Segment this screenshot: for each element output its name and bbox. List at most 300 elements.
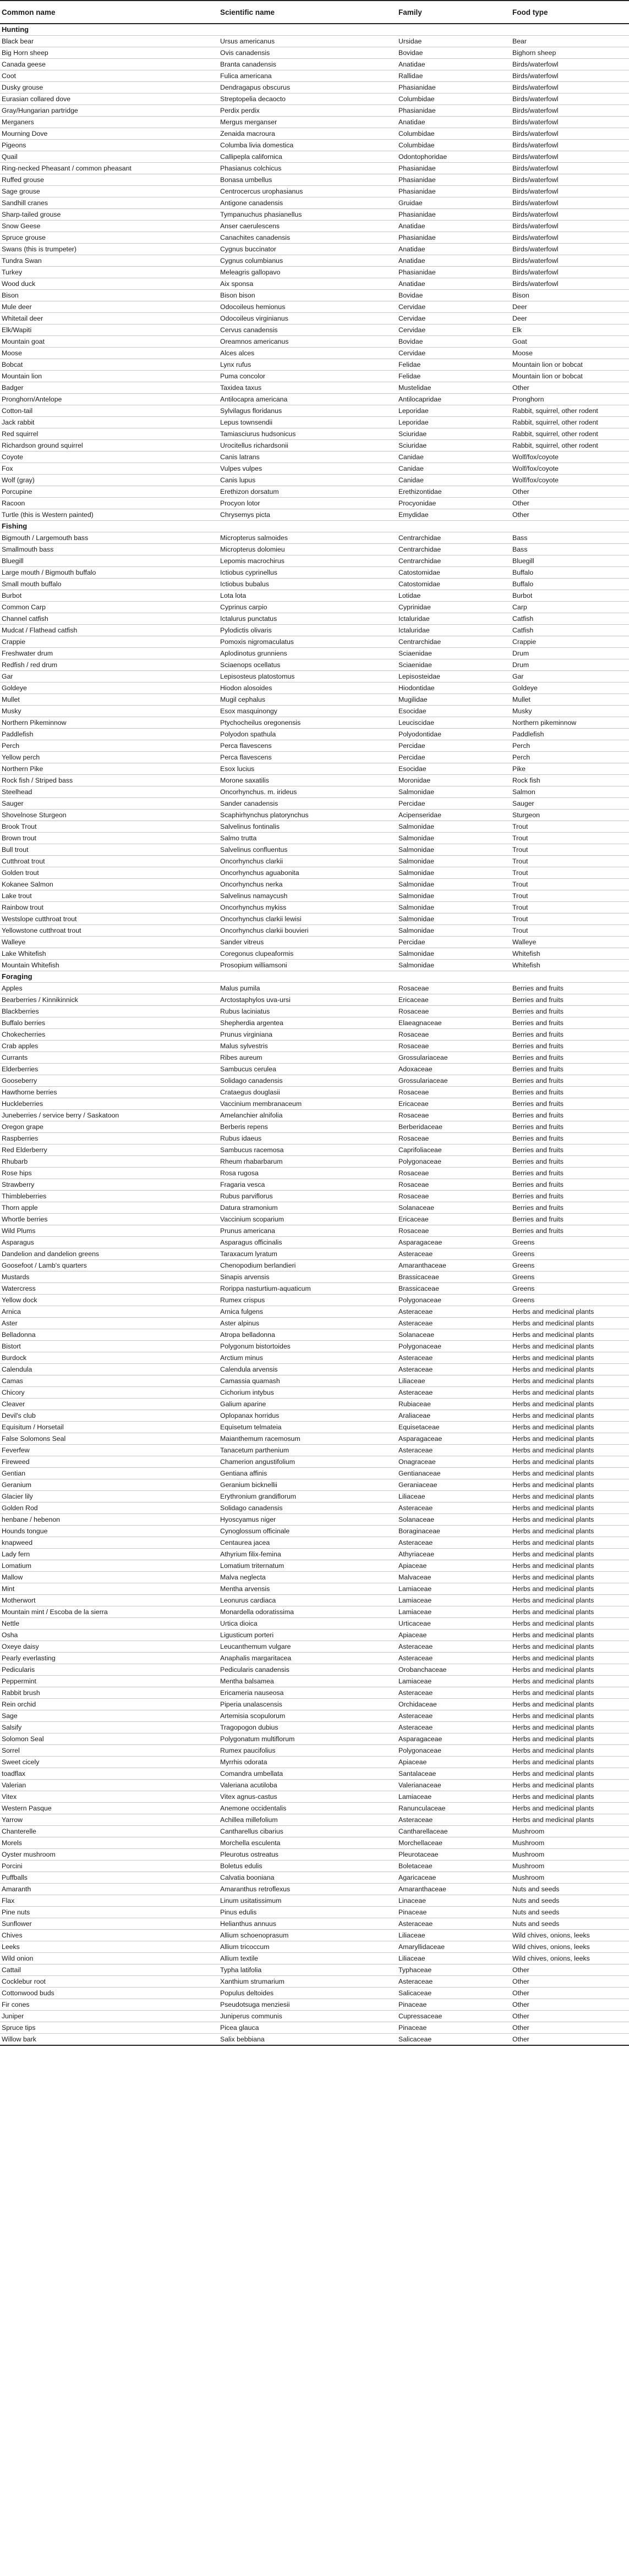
table-row	[0, 1491, 629, 1502]
cell-food-type: Other	[511, 382, 629, 394]
cell-scientific-name: Urtica dioica	[218, 1618, 397, 1630]
cell-scientific-name: Streptopelia decaocto	[218, 93, 397, 105]
cell-family: Asparagaceae	[397, 1733, 511, 1745]
cell-common-name: Red Elderberry	[0, 1144, 218, 1156]
cell-food-type: Berries and fruits	[511, 1214, 629, 1225]
cell-food-type: Greens	[511, 1283, 629, 1295]
cell-common-name: Aster	[0, 1318, 218, 1329]
cell-scientific-name: Mugil cephalus	[218, 694, 397, 706]
cell-food-type: Trout	[511, 902, 629, 913]
table-row	[0, 798, 629, 810]
table-row	[0, 1248, 629, 1260]
cell-food-type: Herbs and medicinal plants	[511, 1422, 629, 1433]
cell-food-type: Goldeye	[511, 682, 629, 694]
cell-family: Leporidae	[397, 417, 511, 428]
table-row	[0, 1549, 629, 1560]
cell-food-type: Goat	[511, 336, 629, 348]
cell-family: Lotidae	[397, 590, 511, 602]
cell-food-type: Herbs and medicinal plants	[511, 1606, 629, 1618]
cell-common-name: Apples	[0, 983, 218, 994]
table-row	[0, 1826, 629, 1837]
cell-scientific-name: Prunus americana	[218, 1225, 397, 1237]
cell-family: Salmonidae	[397, 833, 511, 844]
cell-family: Asteraceae	[397, 1710, 511, 1722]
cell-common-name: Cutthroat trout	[0, 856, 218, 867]
cell-common-name: Crab apples	[0, 1041, 218, 1052]
table-row	[0, 1168, 629, 1179]
cell-family: Liliaceae	[397, 1930, 511, 1941]
table-row	[0, 1156, 629, 1168]
cell-family: Asteraceae	[397, 1687, 511, 1699]
cell-scientific-name: Tamiasciurus hudsonicus	[218, 428, 397, 440]
cell-family: Apiaceae	[397, 1630, 511, 1641]
table-row	[0, 1399, 629, 1410]
table-row	[0, 1410, 629, 1422]
cell-common-name: Watercress	[0, 1283, 218, 1295]
cell-scientific-name: Pylodictis olivaris	[218, 625, 397, 636]
cell-family: Solanaceae	[397, 1514, 511, 1526]
table-row	[0, 255, 629, 267]
cell-common-name: Yellowstone cutthroat trout	[0, 925, 218, 937]
table-row	[0, 70, 629, 82]
cell-common-name: Wild onion	[0, 1953, 218, 1964]
cell-food-type: Perch	[511, 752, 629, 763]
cell-family: Rubiaceae	[397, 1399, 511, 1410]
cell-scientific-name: Columba livia domestica	[218, 140, 397, 151]
cell-family: Procyonidae	[397, 498, 511, 509]
cell-family: Asteraceae	[397, 1387, 511, 1399]
cell-food-type: Bighorn sheep	[511, 47, 629, 59]
cell-common-name: Burdock	[0, 1352, 218, 1364]
cell-common-name: Spruce tips	[0, 2022, 218, 2034]
cell-food-type: Birds/waterfowl	[511, 278, 629, 290]
cell-family: Sciuridae	[397, 440, 511, 452]
cell-scientific-name: Vitex agnus-castus	[218, 1791, 397, 1803]
cell-scientific-name: Scaphirhynchus platorynchus	[218, 810, 397, 821]
cell-scientific-name: Odocoileus hemionus	[218, 301, 397, 313]
cell-family: Lepisosteidae	[397, 671, 511, 682]
cell-food-type: Herbs and medicinal plants	[511, 1803, 629, 1814]
cell-scientific-name: Typha latifolia	[218, 1964, 397, 1976]
cell-family: Salmonidae	[397, 890, 511, 902]
cell-common-name: Ruffed grouse	[0, 174, 218, 186]
cell-common-name: Lake Whitefish	[0, 948, 218, 960]
cell-scientific-name: Lomatium triternatum	[218, 1560, 397, 1572]
table-row	[0, 1029, 629, 1041]
cell-scientific-name: Procyon lotor	[218, 498, 397, 509]
cell-food-type: Herbs and medicinal plants	[511, 1399, 629, 1410]
cell-family: Ranunculaceae	[397, 1803, 511, 1814]
cell-common-name: Swans (this is trumpeter)	[0, 244, 218, 255]
cell-common-name: Perch	[0, 740, 218, 752]
cell-food-type: Walleye	[511, 937, 629, 948]
cell-common-name: Belladonna	[0, 1329, 218, 1341]
cell-common-name: Sage	[0, 1710, 218, 1722]
cell-scientific-name: Antilocapra americana	[218, 394, 397, 405]
cell-food-type: Birds/waterfowl	[511, 244, 629, 255]
cell-common-name: Sage grouse	[0, 186, 218, 197]
cell-family: Asteraceae	[397, 1814, 511, 1826]
table-row	[0, 1595, 629, 1606]
table-row	[0, 902, 629, 913]
cell-common-name: Buffalo berries	[0, 1017, 218, 1029]
table-row	[0, 1583, 629, 1595]
cell-food-type: Berries and fruits	[511, 1144, 629, 1156]
cell-family: Centrarchidae	[397, 544, 511, 555]
cell-scientific-name: Cynoglossum officinale	[218, 1526, 397, 1537]
table-row	[0, 1191, 629, 1202]
cell-food-type: Greens	[511, 1248, 629, 1260]
cell-common-name: Flax	[0, 1895, 218, 1907]
cell-family: Emydidae	[397, 509, 511, 521]
table-row	[0, 775, 629, 786]
cell-scientific-name: Dendragapus obscurus	[218, 82, 397, 93]
cell-common-name: Pedicularis	[0, 1664, 218, 1676]
cell-scientific-name: Rumex paucifolius	[218, 1745, 397, 1757]
table-row	[0, 821, 629, 833]
cell-family: Rosaceae	[397, 1029, 511, 1041]
cell-common-name: Raspberries	[0, 1133, 218, 1144]
cell-common-name: Juneberries / service berry / Saskatoon	[0, 1110, 218, 1121]
header-food-type: Food type	[511, 1, 629, 24]
cell-scientific-name: Micropterus salmoides	[218, 532, 397, 544]
table-row	[0, 221, 629, 232]
cell-scientific-name: Taraxacum lyratum	[218, 1248, 397, 1260]
cell-family: Esocidae	[397, 706, 511, 717]
table-row	[0, 567, 629, 579]
table-row	[0, 579, 629, 590]
cell-scientific-name: Canis lupus	[218, 475, 397, 486]
cell-scientific-name: Puma concolor	[218, 371, 397, 382]
cell-food-type: Buffalo	[511, 567, 629, 579]
cell-scientific-name: Solidago canadensis	[218, 1075, 397, 1087]
cell-scientific-name: Malva neglecta	[218, 1572, 397, 1583]
cell-family: Percidae	[397, 752, 511, 763]
cell-scientific-name: Galium aparine	[218, 1399, 397, 1410]
cell-common-name: Mule deer	[0, 301, 218, 313]
cell-scientific-name: Rorippa nasturtium-aquaticum	[218, 1283, 397, 1295]
cell-food-type: Rabbit, squirrel, other rodent	[511, 428, 629, 440]
table-row	[0, 833, 629, 844]
table-row	[0, 1375, 629, 1387]
cell-food-type: Berries and fruits	[511, 1191, 629, 1202]
cell-food-type: Berries and fruits	[511, 1064, 629, 1075]
cell-food-type: Herbs and medicinal plants	[511, 1549, 629, 1560]
cell-food-type: Carp	[511, 602, 629, 613]
cell-scientific-name: Chamerion angustifolium	[218, 1456, 397, 1468]
cell-family: Leporidae	[397, 405, 511, 417]
table-row	[0, 417, 629, 428]
cell-common-name: Pearly everlasting	[0, 1653, 218, 1664]
cell-family: Linaceae	[397, 1895, 511, 1907]
cell-food-type: Herbs and medicinal plants	[511, 1653, 629, 1664]
section-title: Fishing	[0, 521, 629, 532]
cell-scientific-name: Rubus idaeus	[218, 1133, 397, 1144]
cell-food-type: Mushroom	[511, 1826, 629, 1837]
cell-scientific-name: Fragaria vesca	[218, 1179, 397, 1191]
cell-food-type: Wild chives, onions, leeks	[511, 1953, 629, 1964]
cell-food-type: Herbs and medicinal plants	[511, 1502, 629, 1514]
header-scientific-name: Scientific name	[218, 1, 397, 24]
table-row	[0, 1087, 629, 1098]
cell-family: Ursidae	[397, 36, 511, 47]
table-row	[0, 1733, 629, 1745]
cell-scientific-name: Rosa rugosa	[218, 1168, 397, 1179]
cell-common-name: Mudcat / Flathead catfish	[0, 625, 218, 636]
cell-common-name: Golden trout	[0, 867, 218, 879]
cell-scientific-name: Ursus americanus	[218, 36, 397, 47]
cell-common-name: Salsify	[0, 1722, 218, 1733]
cell-scientific-name: Salvelinus confluentus	[218, 844, 397, 856]
cell-family: Brassicaceae	[397, 1272, 511, 1283]
table-row	[0, 960, 629, 971]
cell-food-type: Herbs and medicinal plants	[511, 1664, 629, 1676]
cell-food-type: Birds/waterfowl	[511, 255, 629, 267]
cell-food-type: Herbs and medicinal plants	[511, 1641, 629, 1653]
cell-food-type: Herbs and medicinal plants	[511, 1456, 629, 1468]
table-row	[0, 1641, 629, 1653]
table-row	[0, 1306, 629, 1318]
table-row	[0, 1653, 629, 1664]
table-row	[0, 105, 629, 117]
cell-food-type: Herbs and medicinal plants	[511, 1560, 629, 1572]
cell-common-name: Bluegill	[0, 555, 218, 567]
header-row	[0, 1, 629, 24]
cell-common-name: Moose	[0, 348, 218, 359]
table-row	[0, 1052, 629, 1064]
cell-family: Polygonaceae	[397, 1745, 511, 1757]
cell-scientific-name: Callipepla californica	[218, 151, 397, 163]
cell-common-name: Nettle	[0, 1618, 218, 1630]
cell-food-type: Greens	[511, 1272, 629, 1283]
table-row	[0, 983, 629, 994]
cell-food-type: Other	[511, 1964, 629, 1976]
cell-family: Salmonidae	[397, 879, 511, 890]
cell-food-type: Herbs and medicinal plants	[511, 1699, 629, 1710]
cell-food-type: Berries and fruits	[511, 1110, 629, 1121]
cell-common-name: Sorrel	[0, 1745, 218, 1757]
cell-family: Amaranthaceae	[397, 1260, 511, 1272]
cell-food-type: Rock fish	[511, 775, 629, 786]
cell-family: Typhaceae	[397, 1964, 511, 1976]
cell-food-type: Birds/waterfowl	[511, 82, 629, 93]
cell-family: Salmonidae	[397, 913, 511, 925]
cell-food-type: Berries and fruits	[511, 1087, 629, 1098]
table-row	[0, 1352, 629, 1364]
cell-scientific-name: Hyoscyamus niger	[218, 1514, 397, 1526]
cell-common-name: Coyote	[0, 452, 218, 463]
cell-family: Pinaceae	[397, 2022, 511, 2034]
cell-food-type: Berries and fruits	[511, 983, 629, 994]
cell-food-type: Herbs and medicinal plants	[511, 1387, 629, 1399]
cell-scientific-name: Oncorhynchus aguabonita	[218, 867, 397, 879]
cell-common-name: Hawthorne berries	[0, 1087, 218, 1098]
table-row	[0, 1075, 629, 1087]
table-row	[0, 1237, 629, 1248]
table-row	[0, 1964, 629, 1976]
table-header	[0, 1, 629, 24]
table-row	[0, 117, 629, 128]
cell-family: Centrarchidae	[397, 636, 511, 648]
cell-family: Polygonaceae	[397, 1295, 511, 1306]
table-row	[0, 890, 629, 902]
cell-food-type: Wolf/fox/coyote	[511, 452, 629, 463]
table-row	[0, 1884, 629, 1895]
cell-common-name: Cleaver	[0, 1399, 218, 1410]
cell-family: Anatidae	[397, 278, 511, 290]
cell-family: Pinaceae	[397, 1907, 511, 1918]
cell-family: Asteraceae	[397, 1641, 511, 1653]
cell-food-type: Drum	[511, 648, 629, 659]
table-row	[0, 1849, 629, 1861]
cell-food-type: Herbs and medicinal plants	[511, 1364, 629, 1375]
cell-family: Columbidae	[397, 140, 511, 151]
cell-common-name: toadflax	[0, 1768, 218, 1780]
cell-family: Centrarchidae	[397, 532, 511, 544]
cell-scientific-name: Lynx rufus	[218, 359, 397, 371]
cell-food-type: Birds/waterfowl	[511, 93, 629, 105]
cell-food-type: Other	[511, 509, 629, 521]
cell-family: Rosaceae	[397, 1110, 511, 1121]
cell-common-name: Rein orchid	[0, 1699, 218, 1710]
cell-scientific-name: Pleurotus ostreatus	[218, 1849, 397, 1861]
cell-common-name: Vitex	[0, 1791, 218, 1803]
table-row	[0, 301, 629, 313]
table-row	[0, 140, 629, 151]
cell-family: Solanaceae	[397, 1329, 511, 1341]
cell-food-type: Herbs and medicinal plants	[511, 1479, 629, 1491]
cell-common-name: Hounds tongue	[0, 1526, 218, 1537]
table-row	[0, 1144, 629, 1156]
cell-scientific-name: Morone saxatilis	[218, 775, 397, 786]
cell-common-name: Musky	[0, 706, 218, 717]
cell-scientific-name: Centaurea jacea	[218, 1537, 397, 1549]
cell-food-type: Rabbit, squirrel, other rodent	[511, 440, 629, 452]
cell-common-name: Goldeye	[0, 682, 218, 694]
cell-scientific-name: Allium textile	[218, 1953, 397, 1964]
cell-food-type: Herbs and medicinal plants	[511, 1687, 629, 1699]
table-row	[0, 1861, 629, 1872]
cell-food-type: Herbs and medicinal plants	[511, 1526, 629, 1537]
cell-common-name: Solomon Seal	[0, 1733, 218, 1745]
cell-scientific-name: Oreamnos americanus	[218, 336, 397, 348]
cell-food-type: Herbs and medicinal plants	[511, 1733, 629, 1745]
cell-scientific-name: Oncorhynchus nerka	[218, 879, 397, 890]
cell-scientific-name: Aix sponsa	[218, 278, 397, 290]
cell-common-name: Pine nuts	[0, 1907, 218, 1918]
table-row	[0, 1710, 629, 1722]
table-row	[0, 544, 629, 555]
cell-scientific-name: Pomoxis nigromaculatus	[218, 636, 397, 648]
table-row	[0, 1918, 629, 1930]
cell-scientific-name: Cyprinus carpio	[218, 602, 397, 613]
cell-family: Erethizontidae	[397, 486, 511, 498]
table-row	[0, 1364, 629, 1375]
cell-scientific-name: Amelanchier alnifolia	[218, 1110, 397, 1121]
cell-family: Malvaceae	[397, 1572, 511, 1583]
cell-family: Rosaceae	[397, 1133, 511, 1144]
cell-common-name: Bobcat	[0, 359, 218, 371]
cell-food-type: Berries and fruits	[511, 1179, 629, 1191]
cell-food-type: Mushroom	[511, 1849, 629, 1861]
table-row	[0, 82, 629, 93]
cell-common-name: Leeks	[0, 1941, 218, 1953]
cell-common-name: Mallow	[0, 1572, 218, 1583]
cell-scientific-name: Alces alces	[218, 348, 397, 359]
table-row	[0, 729, 629, 740]
cell-common-name: Paddlefish	[0, 729, 218, 740]
cell-scientific-name: Antigone canadensis	[218, 197, 397, 209]
cell-food-type: Herbs and medicinal plants	[511, 1572, 629, 1583]
cell-scientific-name: Pseudotsuga menziesii	[218, 1999, 397, 2011]
cell-food-type: Bass	[511, 532, 629, 544]
table-row	[0, 659, 629, 671]
cell-food-type: Trout	[511, 890, 629, 902]
cell-scientific-name: Leonurus cardiaca	[218, 1595, 397, 1606]
cell-family: Asteraceae	[397, 1352, 511, 1364]
cell-common-name: Westslope cutthroat trout	[0, 913, 218, 925]
cell-common-name: Fox	[0, 463, 218, 475]
table-row	[0, 1953, 629, 1964]
cell-family: Phasianidae	[397, 209, 511, 221]
cell-scientific-name: Sylvilagus floridanus	[218, 405, 397, 417]
cell-food-type: Trout	[511, 821, 629, 833]
cell-food-type: Other	[511, 2034, 629, 2046]
cell-food-type: Berries and fruits	[511, 1017, 629, 1029]
cell-family: Asteraceae	[397, 1976, 511, 1988]
cell-common-name: Turtle (this is Western painted)	[0, 509, 218, 521]
cell-family: Orchidaceae	[397, 1699, 511, 1710]
cell-family: Salmonidae	[397, 844, 511, 856]
table-row	[0, 1722, 629, 1733]
cell-food-type: Herbs and medicinal plants	[511, 1595, 629, 1606]
cell-scientific-name: Juniperus communis	[218, 2011, 397, 2022]
cell-common-name: Burbot	[0, 590, 218, 602]
cell-scientific-name: Leucanthemum vulgare	[218, 1641, 397, 1653]
cell-food-type: Bluegill	[511, 555, 629, 567]
cell-food-type: Salmon	[511, 786, 629, 798]
cell-family: Rosaceae	[397, 1041, 511, 1052]
table-row	[0, 463, 629, 475]
cell-scientific-name: Bonasa umbellus	[218, 174, 397, 186]
cell-family: Centrarchidae	[397, 555, 511, 567]
table-row	[0, 59, 629, 70]
cell-food-type: Berries and fruits	[511, 1121, 629, 1133]
cell-family: Leuciscidae	[397, 717, 511, 729]
cell-common-name: Eurasian collared dove	[0, 93, 218, 105]
table-row	[0, 428, 629, 440]
cell-family: Rosaceae	[397, 1087, 511, 1098]
cell-food-type: Berries and fruits	[511, 1202, 629, 1214]
table-row	[0, 452, 629, 463]
cell-family: Salmonidae	[397, 925, 511, 937]
cell-common-name: Currants	[0, 1052, 218, 1064]
cell-common-name: Mountain Whitefish	[0, 960, 218, 971]
cell-family: Asteraceae	[397, 1537, 511, 1549]
cell-food-type: Elk	[511, 324, 629, 336]
table-row	[0, 810, 629, 821]
table-row	[0, 1295, 629, 1306]
cell-common-name: Wolf (gray)	[0, 475, 218, 486]
cell-common-name: Elderberries	[0, 1064, 218, 1075]
table-row	[0, 1260, 629, 1272]
table-row	[0, 232, 629, 244]
cell-food-type: Herbs and medicinal plants	[511, 1814, 629, 1826]
cell-food-type: Trout	[511, 925, 629, 937]
table-row	[0, 2022, 629, 2034]
table-row	[0, 405, 629, 417]
section-header-row	[0, 24, 629, 36]
